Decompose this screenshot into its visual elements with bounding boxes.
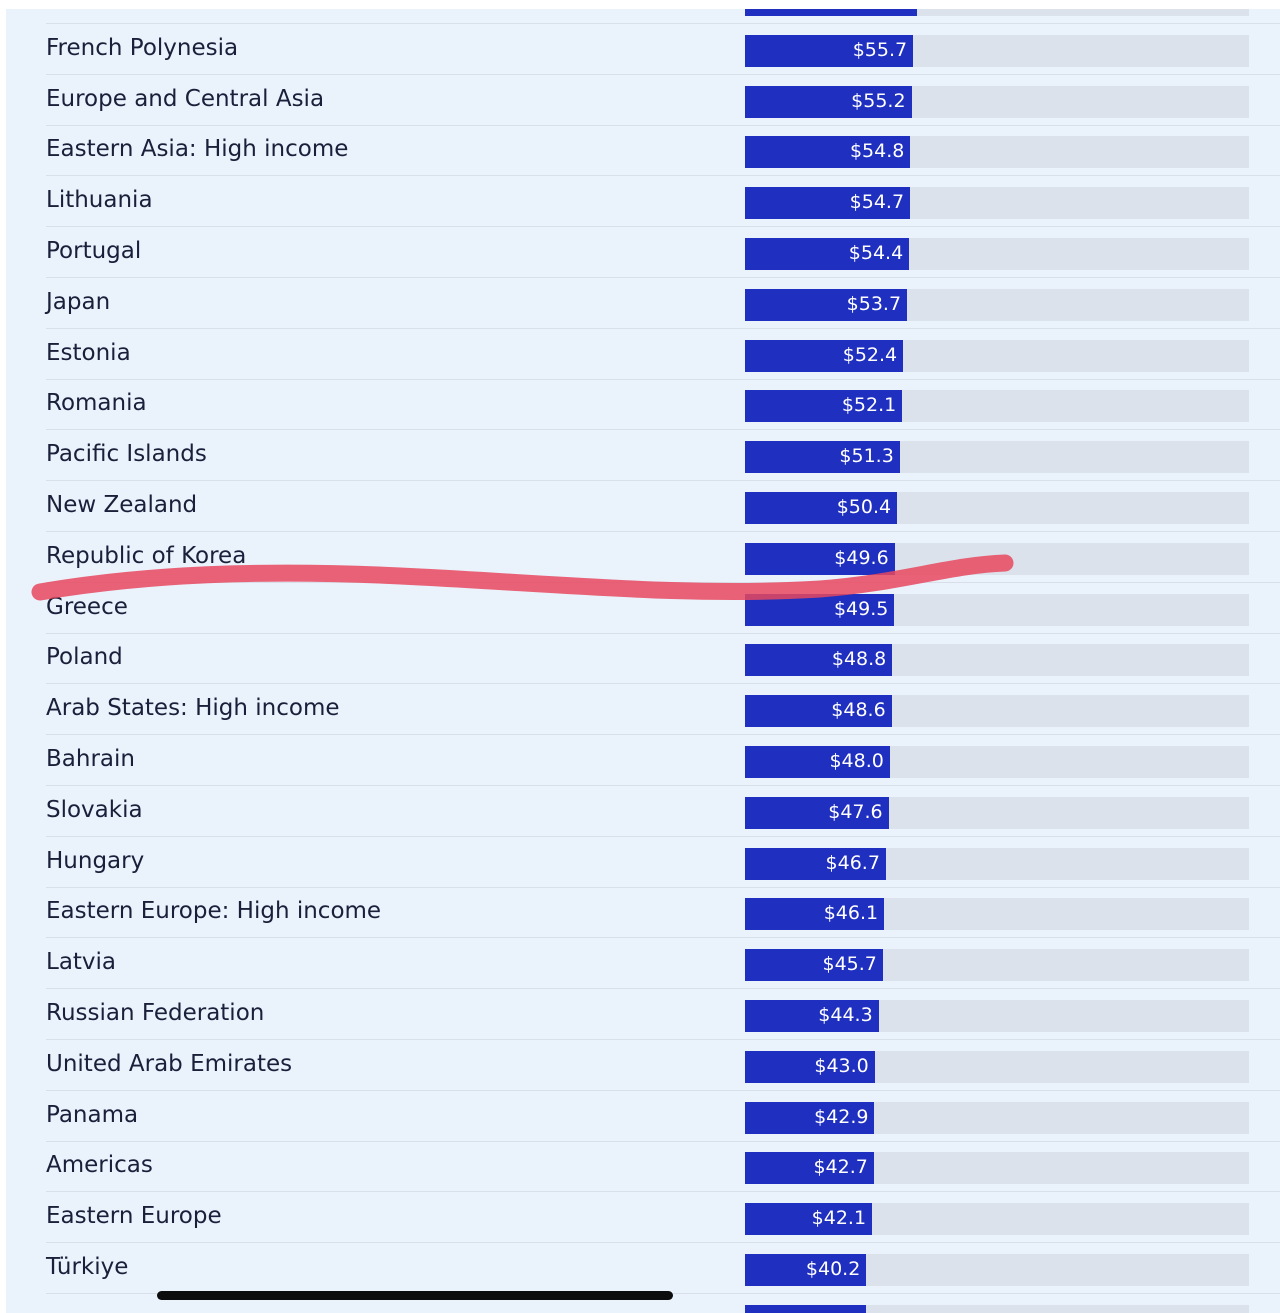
bar-track	[745, 695, 1249, 727]
bar	[745, 1000, 879, 1032]
bar-label: Russian Federation	[46, 1000, 265, 1026]
bar-value-label: $42.7	[813, 1156, 868, 1179]
bar-track	[745, 1254, 1249, 1286]
bar	[745, 594, 894, 626]
bar-row	[46, 584, 1280, 634]
bar-row	[46, 888, 1280, 938]
bar	[745, 543, 895, 575]
bar-track	[745, 1203, 1249, 1235]
bar	[745, 848, 886, 880]
bar-row	[46, 9, 1280, 24]
bar-track	[745, 1051, 1249, 1083]
bar-value-label: $40.2	[805, 1258, 861, 1280]
bar-value-label: $47.6	[828, 800, 883, 823]
bar-row	[46, 634, 1280, 684]
bar-value-label: $48.0	[829, 750, 884, 772]
bar-track	[745, 238, 1249, 270]
bar	[745, 1152, 874, 1184]
bar	[745, 492, 897, 524]
bar	[745, 644, 892, 676]
bar-label: French Polynesia	[46, 34, 239, 61]
bar	[745, 289, 907, 321]
bar-row	[46, 126, 1280, 176]
bar-value-label: $46.7	[825, 851, 880, 874]
bar-track	[745, 187, 1249, 219]
bar	[745, 1254, 866, 1286]
bar-label: Türkiye	[46, 1254, 129, 1280]
bar-track	[745, 86, 1249, 118]
bar-label: United Arab Emirates	[46, 1050, 293, 1077]
bar-track	[745, 746, 1249, 778]
bar-row	[46, 431, 1280, 481]
bar-value-label: $49.5	[833, 597, 889, 620]
bar	[745, 441, 900, 473]
bar	[745, 86, 912, 118]
bar-value-label: $54.8	[849, 140, 905, 163]
bar-row	[46, 533, 1280, 583]
bar-value-label: $45.7	[822, 953, 877, 976]
bar-row	[46, 1193, 1280, 1243]
bar-label: Portugal	[46, 238, 142, 264]
bar	[745, 1203, 872, 1235]
bar-value-label: $43.0	[814, 1054, 869, 1077]
bar-value-label: $55.2	[851, 89, 906, 112]
bar-value-label: $50.4	[836, 496, 892, 518]
bar-value-label: $51.3	[839, 445, 894, 468]
bar-label: Eastern Europe: High income	[46, 898, 382, 925]
bar-value-label: $52.4	[842, 343, 898, 366]
bar-row	[46, 482, 1280, 532]
bar-label: Latvia	[46, 949, 117, 976]
chart-panel	[6, 9, 1280, 1313]
bar-value-label: $48.8	[831, 648, 887, 671]
bar-value-label: $55.7	[852, 38, 908, 61]
bar	[745, 390, 902, 422]
bar-label: Greece	[46, 593, 128, 620]
bar-track	[745, 898, 1249, 930]
bar	[745, 1051, 875, 1083]
bar-label: Republic of Korea	[46, 542, 247, 569]
bar-label: Japan	[46, 288, 111, 315]
bar-track	[745, 9, 1249, 16]
bar	[745, 136, 910, 168]
bar	[745, 340, 903, 372]
bar-track	[745, 594, 1249, 626]
bar-track	[745, 1000, 1249, 1032]
bar	[745, 898, 884, 930]
bar-row	[46, 1092, 1280, 1142]
bar-label: Bahrain	[46, 746, 135, 772]
bar-track	[745, 949, 1249, 981]
bar-label: Pacific Islands	[46, 441, 207, 468]
bar-label: Hungary	[46, 847, 145, 874]
bar-value-label: $48.6	[831, 699, 886, 722]
bar-track	[745, 797, 1249, 829]
bar	[745, 949, 883, 981]
bar-row	[46, 25, 1280, 75]
bar-value-label: $54.7	[849, 191, 905, 214]
bar-row	[46, 330, 1280, 380]
bar-track	[745, 1102, 1249, 1134]
bar-row	[46, 1142, 1280, 1192]
bar	[745, 797, 889, 829]
bar	[745, 1102, 874, 1134]
bar-label: Eastern Asia: High income	[46, 136, 349, 163]
bar-label: Slovakia	[46, 796, 143, 823]
bar-row	[46, 685, 1280, 735]
bar-label: Poland	[46, 644, 123, 671]
bar-track	[745, 390, 1249, 422]
bar-track	[745, 35, 1249, 67]
bar-row	[46, 279, 1280, 329]
bar-label: Arab States: High income	[46, 695, 340, 722]
bar-track	[745, 644, 1249, 676]
bar-label: Europe and Central Asia	[46, 85, 325, 112]
bar-track	[745, 289, 1249, 321]
bar-row	[46, 1041, 1280, 1091]
bar-row	[46, 736, 1280, 786]
bar	[745, 746, 890, 778]
bar-label: Eastern Europe	[46, 1203, 222, 1230]
bar	[745, 187, 910, 219]
bar-label: Lithuania	[46, 187, 153, 214]
bar-value-label: $52.1	[841, 394, 897, 417]
bar-track	[745, 441, 1249, 473]
bar-track	[745, 1305, 1249, 1313]
bar-row	[46, 1244, 1280, 1294]
bar-row	[46, 177, 1280, 227]
bar-value-label: $44.3	[818, 1004, 873, 1026]
bar-track	[745, 543, 1249, 575]
bar-track	[745, 492, 1249, 524]
bar	[745, 695, 892, 727]
bar-value-label: $42.9	[814, 1105, 869, 1128]
bar-track	[745, 848, 1249, 880]
bar-label: Romania	[46, 390, 147, 417]
bar-label: Estonia	[46, 339, 131, 366]
bar-row	[46, 380, 1280, 430]
bar-row	[46, 787, 1280, 837]
bar-label: New Zealand	[46, 492, 198, 518]
bar-value-label: $49.6	[834, 546, 889, 569]
bar-value-label: $42.1	[811, 1207, 867, 1230]
bar-value-label: $53.7	[846, 292, 902, 315]
bar-row	[46, 838, 1280, 888]
bar-row	[46, 76, 1280, 126]
bar-row	[46, 228, 1280, 278]
home-indicator[interactable]	[157, 1291, 673, 1300]
bar-track	[745, 1152, 1249, 1184]
bar	[745, 1305, 866, 1313]
bar	[745, 238, 909, 270]
bar-track	[745, 136, 1249, 168]
bar-label: Panama	[46, 1101, 139, 1128]
bar	[745, 9, 917, 16]
bar-value-label: $46.1	[823, 902, 879, 925]
bar	[745, 35, 913, 67]
bar-label: Americas	[46, 1152, 153, 1179]
bar-value-label: $54.4	[848, 242, 904, 264]
bar-track	[745, 340, 1249, 372]
bar-row	[46, 990, 1280, 1040]
bar-row	[46, 939, 1280, 989]
